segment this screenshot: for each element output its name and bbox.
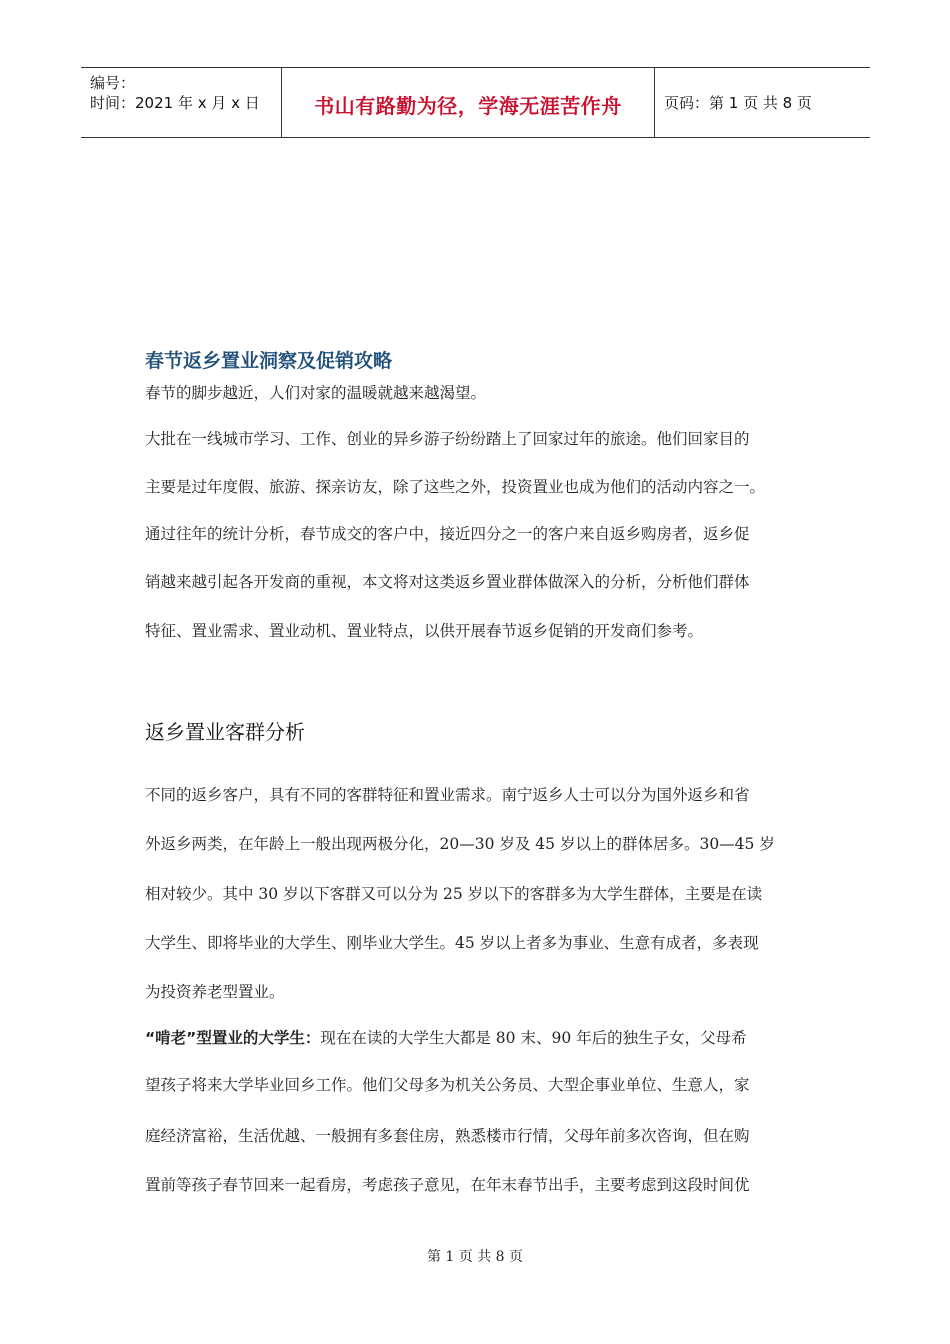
page-code: 页码：第 1 页 共 8 页 (664, 94, 812, 112)
document-title: 春节返乡置业洞察及促销攻略 (145, 350, 393, 372)
intro-line-4: 销越来越引起各开发商的重视，本文将对这类返乡置业群体做深入的分析，分析他们群体 (145, 573, 750, 591)
student-line-2: 置前等孩子春节回来一起看房，考虑孩子意见，在年末春节出手，主要考虑到这段时间优 (145, 1176, 750, 1194)
number-label: 编号： (90, 74, 136, 92)
intro-line-0: 春节的脚步越近，人们对家的温暖就越来越渴望。 (145, 384, 487, 402)
section-title: 返乡置业客群分析 (145, 720, 305, 744)
header-table (81, 67, 870, 138)
section-line-1: 外返乡两类，在年龄上一般出现两极分化，20—30 岁及 45 岁以上的群体居多。30—45 岁 (145, 835, 775, 853)
header-motto-cell (281, 68, 655, 137)
intro-line-1: 大批在一线城市学习、工作、创业的异乡游子纷纷踏上了回家过年的旅途。他们回家目的 (145, 430, 750, 448)
time-label: 时间：2021 年 x 月 x 日 (90, 94, 260, 112)
header-info-cell (81, 68, 281, 137)
section-line-2: 相对较少。其中 30 岁以下客群又可以分为 25 岁以下的客群多为大学生群体，主要是在读 (145, 885, 763, 903)
intro-line-3: 通过往年的统计分析，春节成交的客户中，接近四分之一的客户来自返乡购房者，返乡促 (145, 525, 750, 543)
page-footer: 第 1 页 共 8 页 (426, 1249, 524, 1265)
student-paragraph-first-line (145, 1026, 810, 1048)
header-page-cell (654, 68, 870, 137)
student-line-1: 庭经济富裕，生活优越、一般拥有多套住房，熟悉楼市行情，父母年前多次咨询，但在购 (145, 1127, 750, 1145)
student-first-text: 现在在读的大学生大都是 80 末、90 年后的独生子女，父母希 (320, 1029, 747, 1047)
student-line-0: 望孩子将来大学毕业回乡工作。他们父母多为机关公务员、大型企事业单位、生意人，家 (145, 1076, 750, 1094)
motto: 书山有路勤为径，学海无涯苦作舟 (314, 94, 622, 118)
intro-line-2: 主要是过年度假、旅游、探亲访友，除了这些之外，投资置业也成为他们的活动内容之一。 (145, 478, 766, 496)
section-line-4: 为投资养老型置业。 (145, 983, 285, 1001)
intro-line-5: 特征、置业需求、置业动机、置业特点，以供开展春节返乡促销的开发商们参考。 (145, 622, 704, 640)
section-line-3: 大学生、即将毕业的大学生、刚毕业大学生。45 岁以上者多为事业、生意有成者，多表现 (145, 934, 759, 952)
section-line-0: 不同的返乡客户，具有不同的客群特征和置业需求。南宁返乡人士可以分为国外返乡和省 (145, 786, 750, 804)
student-lead: “啃老”型置业的大学生： (145, 1029, 321, 1047)
